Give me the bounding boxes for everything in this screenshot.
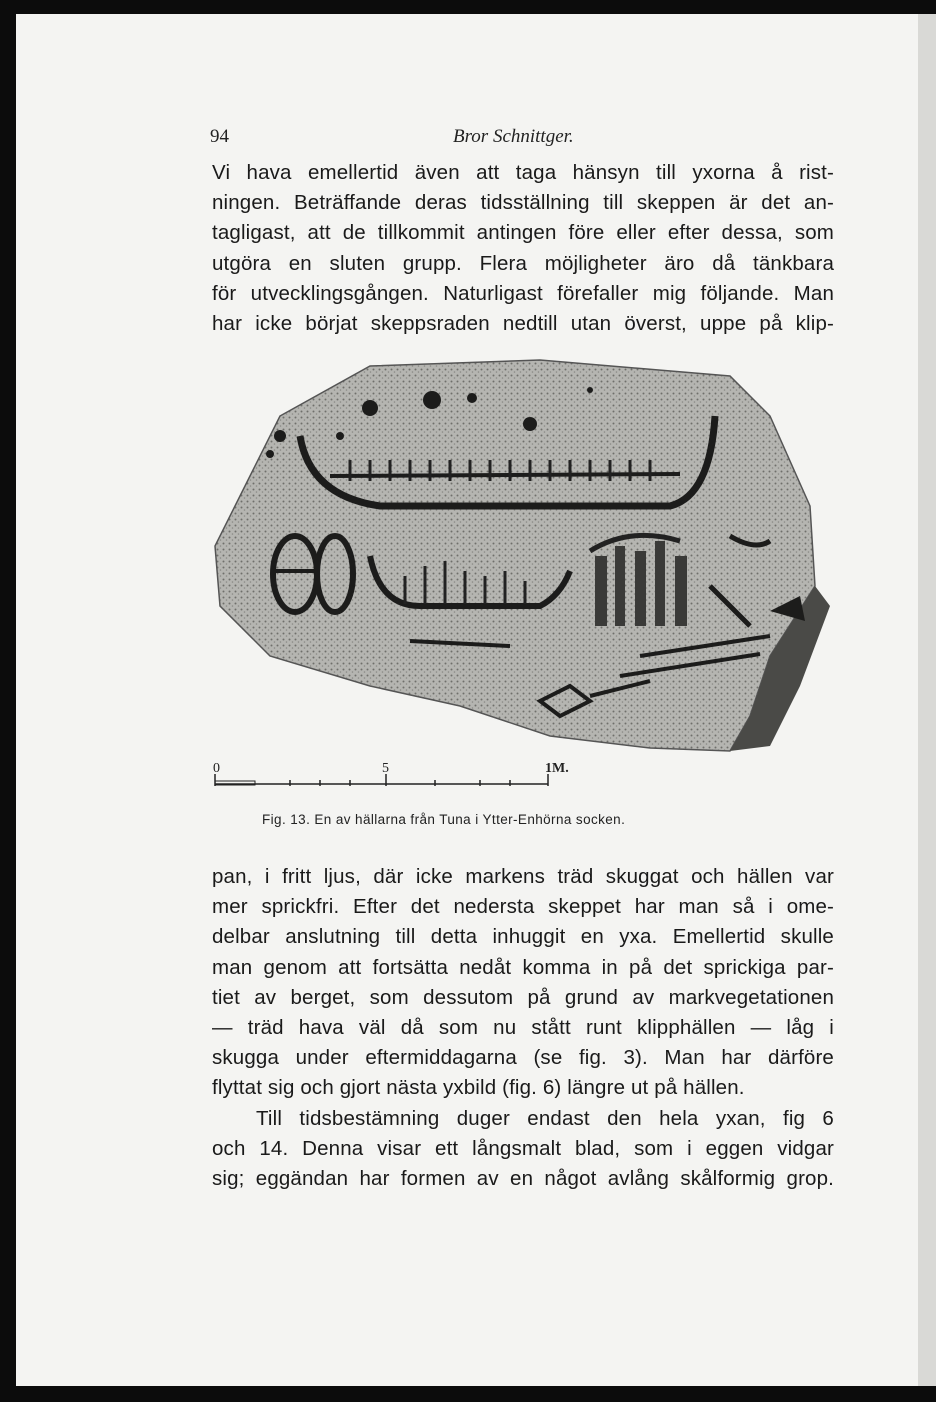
page-number: 94 [210, 126, 229, 147]
scale-label-meter: 1M. [545, 761, 569, 776]
text-line: man genom att fortsätta nedåt komma in på det sprickiga par- [212, 955, 834, 979]
text-line: skugga under eftermiddagarna (se fig. 3). Man har därföre [212, 1046, 834, 1070]
text-line: för utvecklingsgången. Naturligast förefaller mig följande. Man [212, 281, 834, 305]
text-line: Till tidsbestämning duger endast den hela yxan, fig 6 [256, 1106, 834, 1130]
text-line: flyttat sig och gjort nästa yxbild (fig. 6) längre ut på hällen. [212, 1076, 745, 1100]
running-header [210, 126, 830, 148]
paragraph-top [212, 158, 834, 339]
text-line: delbar anslutning till detta inhuggit en yxa. Emellertid skulle [212, 925, 834, 949]
text-line: utgöra en sluten grupp. Flera möjligheter äro då tänkbara [212, 251, 834, 275]
figure-caption: Fig. 13. En av hällarna från Tuna i Ytter-Enhörna socken. [262, 812, 626, 827]
text-line: sig; eggändan har formen av en något avlång skålformig grop. [212, 1167, 834, 1191]
text-line: ningen. Beträffande deras tidsställning till skeppen är det an- [212, 191, 834, 215]
text-line: pan, i fritt ljus, där icke markens träd skuggat och hällen var [212, 865, 834, 888]
text-line: Vi hava emellertid även att taga hänsyn till yxorna å rist- [212, 161, 834, 184]
text-line: mer sprickfri. Efter det nedersta skeppet har man så i ome- [212, 895, 834, 919]
scale-label-zero: 0 [213, 761, 220, 776]
text-line: tiet av berget, som dessutom på grund av markvegetationen [212, 985, 834, 1009]
rock-carving-figure [210, 356, 840, 796]
paragraph-bottom [212, 862, 834, 1194]
running-head-author: Bror Schnittger. [453, 126, 574, 147]
text-line: har icke börjat skeppsraden nedtill utan överst, uppe på klip- [212, 312, 834, 336]
text-line: och 14. Denna visar ett långsmalt blad, som i eggen vidgar [212, 1136, 834, 1160]
text-line: tagligast, att de tillkommit antingen före eller efter dessa, som [212, 221, 834, 245]
text-line: — träd hava väl då som nu stått runt klipphällen — låg i [212, 1016, 834, 1040]
page-edge [918, 14, 936, 1386]
rock-carving-illustration [210, 356, 840, 796]
scale-label-five: 5 [382, 761, 389, 776]
rock-slab [215, 360, 815, 751]
